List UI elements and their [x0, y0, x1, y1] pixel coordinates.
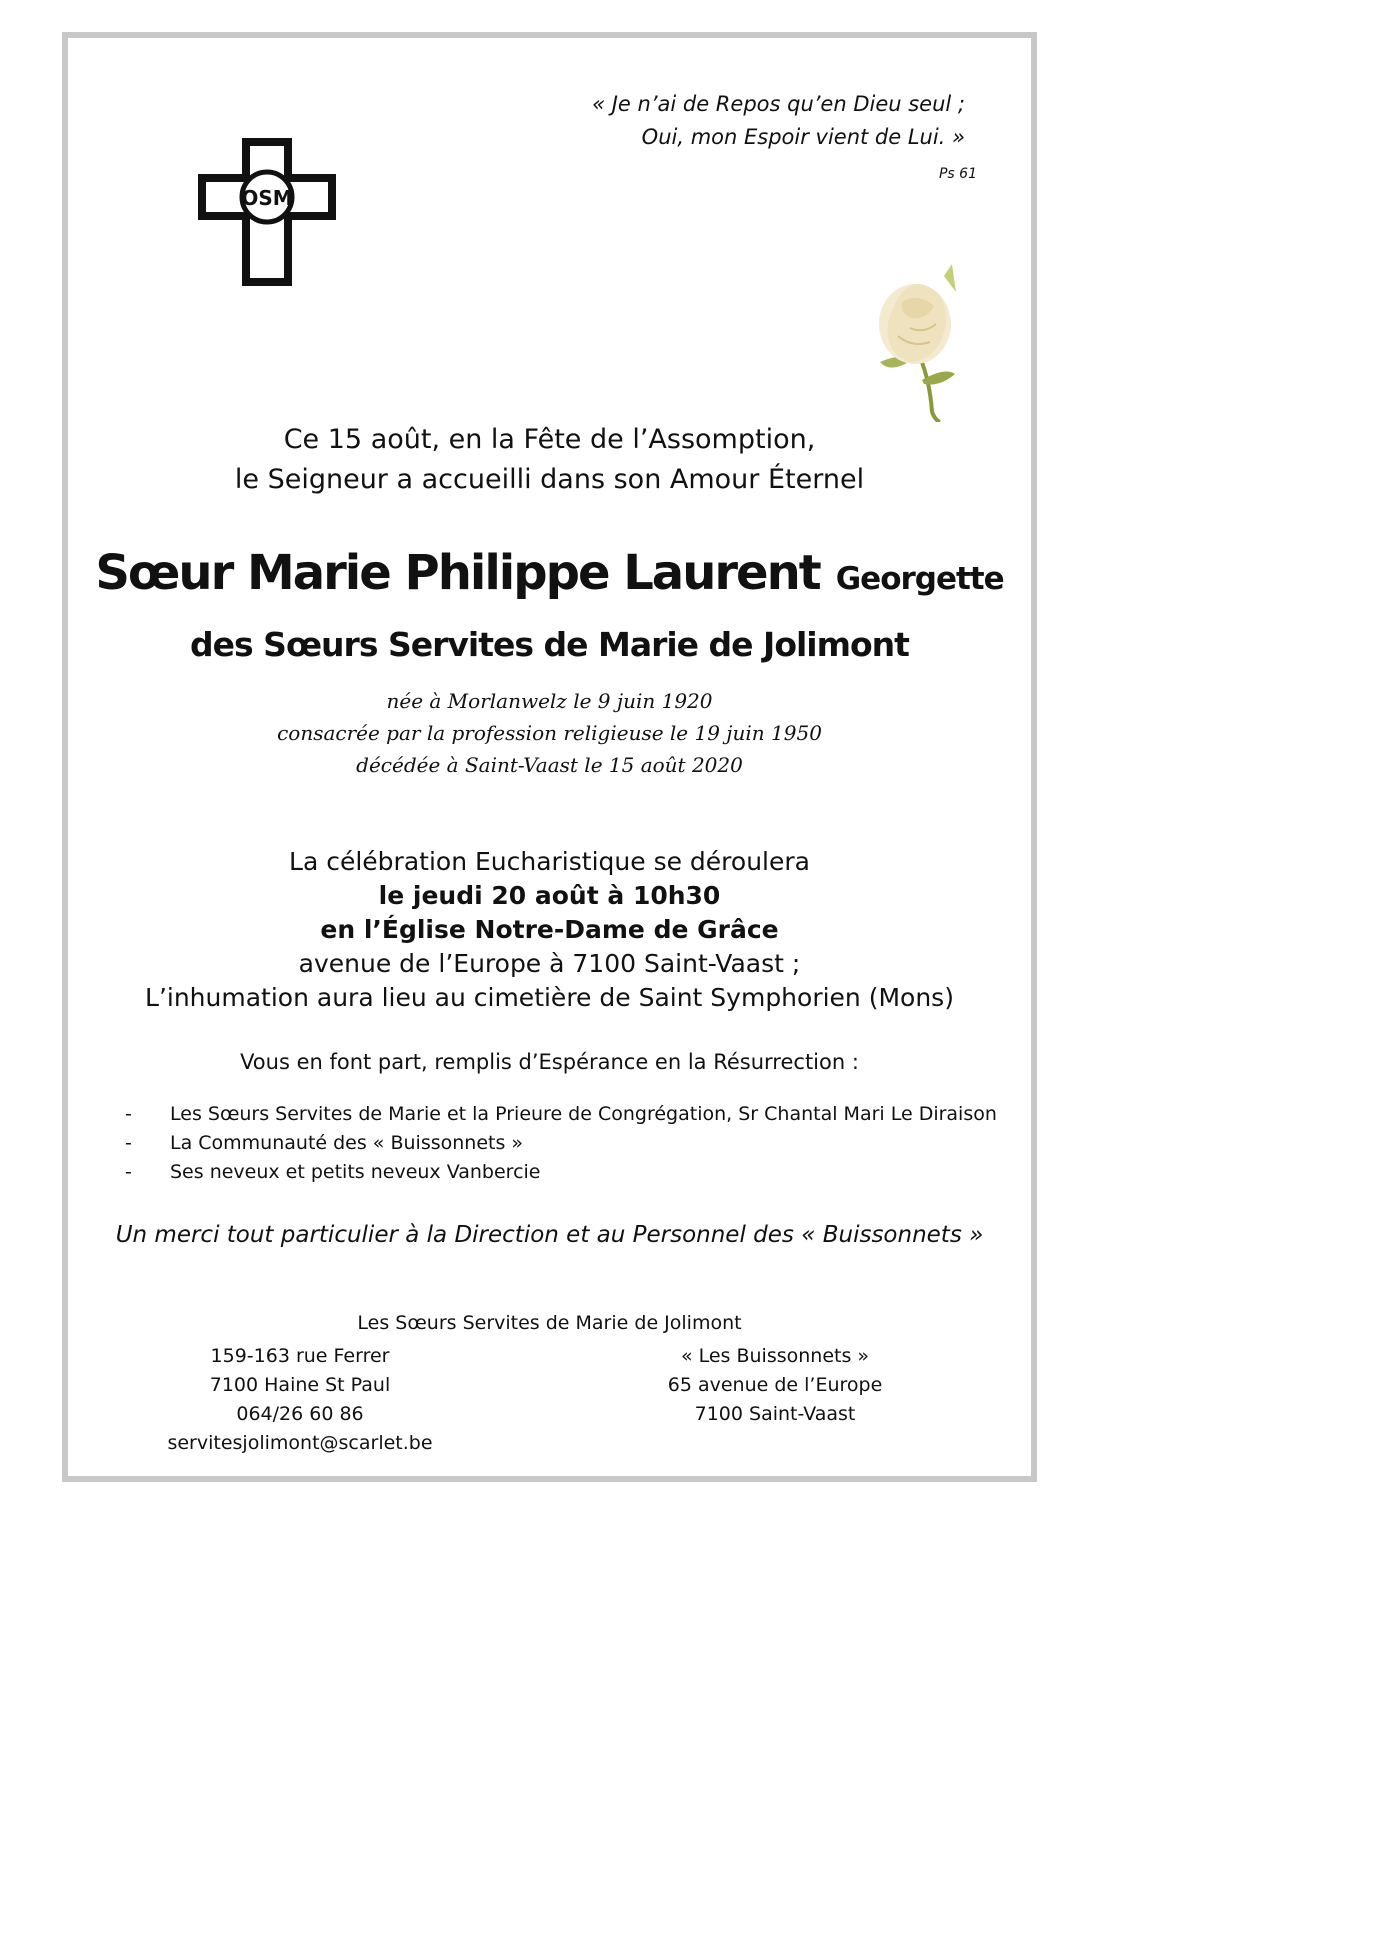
psalm-quote	[592, 88, 965, 154]
logo-letters: OSM	[241, 186, 293, 210]
list-item: - Les Sœurs Servites de Marie et la Prieure de Congrégation, Sr Chantal Mari Le Diraison	[125, 1100, 997, 1129]
religious-order: des Sœurs Servites de Marie de Jolimont	[190, 625, 909, 664]
announcement-list	[125, 1100, 997, 1187]
profession-date: consacrée par la profession religieuse le 19 juin 1950	[277, 721, 822, 745]
footer-right-city: 7100 Saint-Vaast	[694, 1403, 856, 1425]
celebration-address: avenue de l’Europe à 7100 Saint-Vaast ;	[298, 949, 801, 978]
deceased-full-name: Sœur Marie Philippe Laurent	[95, 545, 820, 601]
footer-left-city: 7100 Haine St Paul	[209, 1374, 391, 1396]
announcement-intro: Vous en font part, remplis d’Espérance en la Résurrection :	[240, 1050, 859, 1074]
quote-line-2: Oui, mon Espoir vient de Lui. »	[641, 125, 965, 149]
birth-date: née à Morlanwelz le 9 juin 1920	[386, 689, 713, 713]
list-item-text: Les Sœurs Servites de Marie et la Prieure de Congrégation, Sr Chantal Mari Le Diraison	[170, 1103, 997, 1125]
celebration-line: La célébration Eucharistique se déroulera	[289, 847, 810, 876]
burial-info: L’inhumation aura lieu au cimetière de Saint Symphorien (Mons)	[145, 983, 954, 1012]
celebration-church: en l’Église Notre-Dame de Grâce	[320, 915, 779, 944]
quote-line-1: « Je n’ai de Repos qu’en Dieu seul ;	[592, 92, 965, 116]
list-item-text: La Communauté des « Buissonnets »	[170, 1132, 524, 1154]
footer-right-name: « Les Buissonnets »	[680, 1345, 870, 1367]
list-item: - Ses neveux et petits neveux Vanbercie	[125, 1158, 997, 1187]
deceased-given-name: Georgette	[835, 561, 1004, 597]
thanks-note: Un merci tout particulier à la Direction et au Personnel des « Buissonnets »	[115, 1222, 984, 1248]
osm-cross-logo	[196, 138, 338, 288]
life-dates	[62, 685, 1037, 781]
footer-right-street: 65 avenue de l’Europe	[667, 1374, 883, 1396]
celebration-info	[62, 845, 1037, 1015]
footer-left-email: servitesjolimont@scarlet.be	[167, 1432, 433, 1454]
psalm-reference: Ps 61	[938, 166, 977, 182]
celebration-date: le jeudi 20 août à 10h30	[378, 881, 721, 910]
intro-line-1: Ce 15 août, en la Fête de l’Assomption,	[283, 424, 816, 455]
footer-address-right	[615, 1342, 935, 1429]
death-date: décédée à Saint-Vaast le 15 août 2020	[356, 753, 743, 777]
white-rose-icon	[860, 262, 970, 422]
intro-text	[62, 420, 1037, 500]
list-item-text: Ses neveux et petits neveux Vanbercie	[170, 1161, 541, 1183]
intro-line-2: le Seigneur a accueilli dans son Amour Éternel	[234, 464, 865, 495]
deceased-name	[62, 545, 1037, 601]
footer-left-street: 159-163 rue Ferrer	[210, 1345, 390, 1367]
list-item: - La Communauté des « Buissonnets »	[125, 1129, 997, 1158]
footer-title: Les Sœurs Servites de Marie de Jolimont	[357, 1312, 742, 1334]
footer-left-phone: 064/26 60 86	[236, 1403, 364, 1425]
footer-address-left	[140, 1342, 460, 1458]
